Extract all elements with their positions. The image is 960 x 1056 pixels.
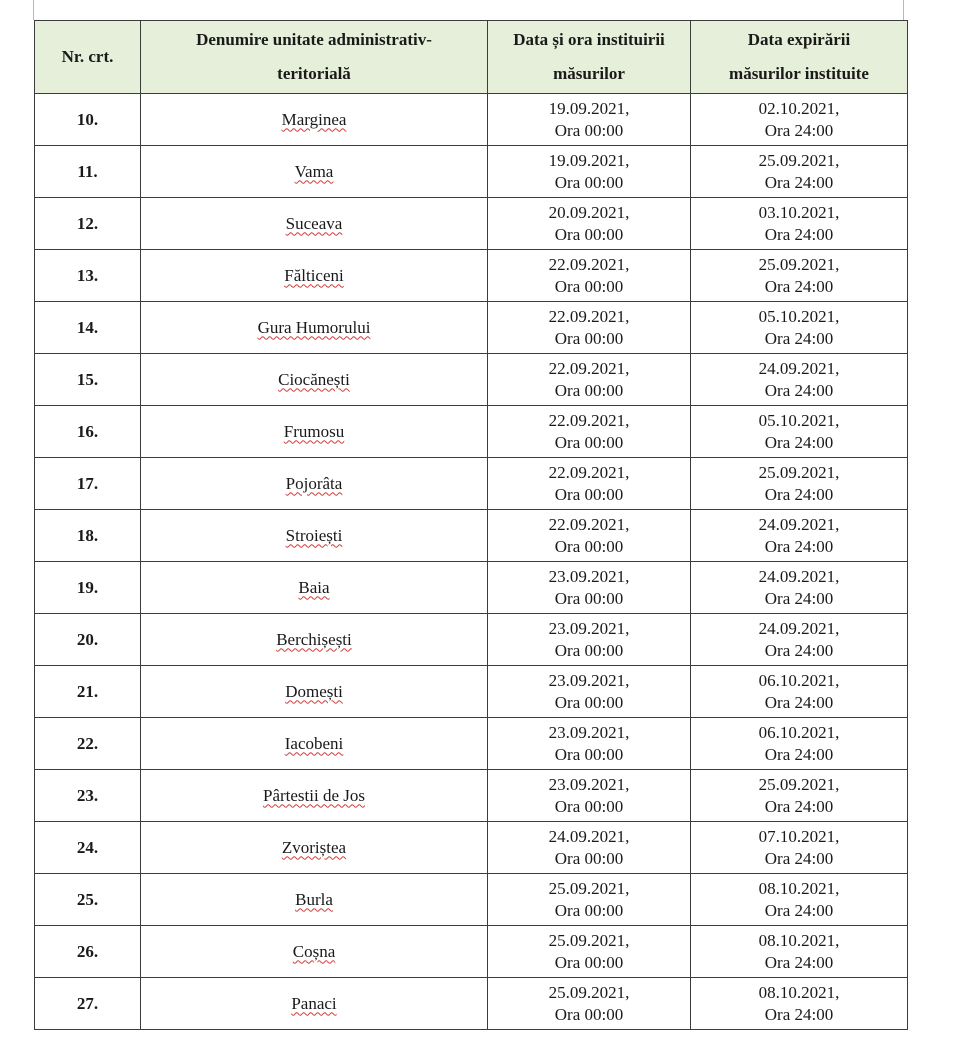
start-time: Ora 00:00 — [554, 900, 624, 920]
header-start — [488, 21, 691, 94]
row-number — [35, 666, 141, 718]
header-end-line1: Data expirării — [747, 30, 851, 49]
start-cell — [488, 562, 691, 614]
table-row — [35, 406, 908, 458]
row-number-text: 24. — [76, 837, 99, 857]
row-number — [35, 718, 141, 770]
start-date: 25.09.2021, — [548, 930, 630, 950]
row-number-text: 13. — [76, 265, 99, 285]
row-number-text: 19. — [76, 577, 99, 597]
start-cell — [488, 926, 691, 978]
page-margin-left — [33, 0, 34, 20]
row-number — [35, 302, 141, 354]
table-header — [35, 21, 908, 94]
end-date: 06.10.2021, — [758, 670, 840, 690]
unit-name-cell — [141, 406, 488, 458]
header-unit-name-line2: teritorială — [277, 64, 351, 83]
page-margin-right — [903, 0, 904, 20]
start-cell — [488, 94, 691, 146]
row-number-text: 23. — [76, 785, 99, 805]
start-date: 22.09.2021, — [548, 254, 630, 274]
unit-name-cell — [141, 94, 488, 146]
end-date: 25.09.2021, — [758, 150, 840, 170]
row-number — [35, 614, 141, 666]
start-date: 19.09.2021, — [548, 98, 630, 118]
unit-name: Burla — [295, 889, 333, 909]
start-cell — [488, 302, 691, 354]
table-body — [35, 94, 908, 1030]
header-unit-name-line1: Denumire unitate administrativ- — [196, 30, 432, 49]
end-time: Ora 24:00 — [764, 432, 834, 452]
end-date: 07.10.2021, — [758, 826, 840, 846]
table-row — [35, 146, 908, 198]
row-number — [35, 510, 141, 562]
start-cell — [488, 250, 691, 302]
unit-name: Suceava — [285, 213, 343, 233]
end-cell — [691, 250, 908, 302]
header-end — [691, 21, 908, 94]
row-number-text: 27. — [76, 993, 99, 1013]
table-row — [35, 978, 908, 1030]
start-time: Ora 00:00 — [554, 224, 624, 244]
start-time: Ora 00:00 — [554, 848, 624, 868]
unit-name: Iacobeni — [284, 733, 344, 753]
start-cell — [488, 978, 691, 1030]
end-date: 24.09.2021, — [758, 514, 840, 534]
end-time: Ora 24:00 — [764, 120, 834, 140]
start-cell — [488, 354, 691, 406]
table-row — [35, 510, 908, 562]
start-cell — [488, 458, 691, 510]
row-number — [35, 770, 141, 822]
start-date: 23.09.2021, — [548, 774, 630, 794]
end-date: 02.10.2021, — [758, 98, 840, 118]
row-number-text: 10. — [76, 109, 99, 129]
end-date: 25.09.2021, — [758, 254, 840, 274]
start-time: Ora 00:00 — [554, 796, 624, 816]
end-cell — [691, 978, 908, 1030]
unit-name: Marginea — [281, 109, 347, 129]
end-time: Ora 24:00 — [764, 1004, 834, 1024]
unit-name: Panaci — [291, 993, 337, 1013]
unit-name: Berchișești — [276, 629, 352, 649]
end-time: Ora 24:00 — [764, 692, 834, 712]
end-cell — [691, 718, 908, 770]
end-cell — [691, 822, 908, 874]
unit-name: Coșna — [292, 941, 336, 961]
start-time: Ora 00:00 — [554, 1004, 624, 1024]
end-cell — [691, 666, 908, 718]
measures-table — [34, 20, 908, 1030]
row-number-text: 12. — [76, 213, 99, 233]
start-time: Ora 00:00 — [554, 380, 624, 400]
row-number — [35, 198, 141, 250]
table-row — [35, 874, 908, 926]
start-date: 22.09.2021, — [548, 306, 630, 326]
start-time: Ora 00:00 — [554, 120, 624, 140]
start-cell — [488, 822, 691, 874]
table-row — [35, 666, 908, 718]
start-cell — [488, 874, 691, 926]
table-row — [35, 94, 908, 146]
row-number — [35, 822, 141, 874]
unit-name-cell — [141, 874, 488, 926]
row-number-text: 11. — [77, 161, 98, 181]
header-unit-name — [141, 21, 488, 94]
unit-name-cell — [141, 458, 488, 510]
end-date: 03.10.2021, — [758, 202, 840, 222]
end-time: Ora 24:00 — [764, 276, 834, 296]
start-date: 22.09.2021, — [548, 462, 630, 482]
table-row — [35, 458, 908, 510]
end-time: Ora 24:00 — [764, 328, 834, 348]
start-date: 25.09.2021, — [548, 878, 630, 898]
table-row — [35, 354, 908, 406]
end-time: Ora 24:00 — [764, 588, 834, 608]
start-time: Ora 00:00 — [554, 588, 624, 608]
header-end-line2: măsurilor instituite — [729, 64, 869, 83]
row-number-text: 16. — [76, 421, 99, 441]
unit-name: Stroiești — [285, 525, 343, 545]
row-number — [35, 874, 141, 926]
end-time: Ora 24:00 — [764, 952, 834, 972]
table-row — [35, 926, 908, 978]
row-number-text: 17. — [76, 473, 99, 493]
start-time: Ora 00:00 — [554, 952, 624, 972]
end-date: 05.10.2021, — [758, 410, 840, 430]
unit-name-cell — [141, 354, 488, 406]
start-date: 23.09.2021, — [548, 670, 630, 690]
end-date: 08.10.2021, — [758, 930, 840, 950]
start-time: Ora 00:00 — [554, 328, 624, 348]
unit-name-cell — [141, 926, 488, 978]
header-start-line1: Data și ora instituirii — [513, 30, 665, 49]
end-time: Ora 24:00 — [764, 848, 834, 868]
unit-name: Pârtestii de Jos — [263, 785, 365, 805]
start-cell — [488, 198, 691, 250]
unit-name-cell — [141, 562, 488, 614]
end-time: Ora 24:00 — [764, 536, 834, 556]
table-row — [35, 198, 908, 250]
unit-name: Gura Humorului — [257, 317, 371, 337]
end-time: Ora 24:00 — [764, 172, 834, 192]
start-cell — [488, 770, 691, 822]
row-number-text: 15. — [76, 369, 99, 389]
start-date: 22.09.2021, — [548, 410, 630, 430]
start-time: Ora 00:00 — [554, 744, 624, 764]
start-date: 24.09.2021, — [548, 826, 630, 846]
start-time: Ora 00:00 — [554, 536, 624, 556]
row-number-text: 18. — [76, 525, 99, 545]
end-cell — [691, 94, 908, 146]
end-date: 24.09.2021, — [758, 358, 840, 378]
end-cell — [691, 562, 908, 614]
table-row — [35, 250, 908, 302]
row-number — [35, 250, 141, 302]
row-number — [35, 978, 141, 1030]
row-number-text: 21. — [76, 681, 99, 701]
end-time: Ora 24:00 — [764, 796, 834, 816]
unit-name-cell — [141, 250, 488, 302]
header-start-line2: măsurilor — [553, 64, 625, 83]
end-date: 24.09.2021, — [758, 618, 840, 638]
end-cell — [691, 302, 908, 354]
table-row — [35, 718, 908, 770]
end-date: 05.10.2021, — [758, 306, 840, 326]
start-date: 23.09.2021, — [548, 618, 630, 638]
table-row — [35, 770, 908, 822]
header-nr-label: Nr. crt. — [61, 47, 114, 66]
row-number — [35, 354, 141, 406]
row-number — [35, 926, 141, 978]
row-number — [35, 406, 141, 458]
unit-name-cell — [141, 198, 488, 250]
unit-name-cell — [141, 666, 488, 718]
start-time: Ora 00:00 — [554, 484, 624, 504]
end-time: Ora 24:00 — [764, 380, 834, 400]
unit-name-cell — [141, 770, 488, 822]
unit-name: Baia — [298, 577, 330, 597]
start-date: 23.09.2021, — [548, 722, 630, 742]
unit-name-cell — [141, 146, 488, 198]
start-cell — [488, 718, 691, 770]
unit-name: Domești — [285, 681, 343, 701]
unit-name: Frumosu — [283, 421, 345, 441]
table-row — [35, 302, 908, 354]
table-row — [35, 614, 908, 666]
start-time: Ora 00:00 — [554, 432, 624, 452]
start-time: Ora 00:00 — [554, 692, 624, 712]
end-date: 25.09.2021, — [758, 774, 840, 794]
unit-name-cell — [141, 822, 488, 874]
end-cell — [691, 354, 908, 406]
end-time: Ora 24:00 — [764, 484, 834, 504]
end-date: 25.09.2021, — [758, 462, 840, 482]
end-date: 08.10.2021, — [758, 982, 840, 1002]
unit-name: Pojorâta — [285, 473, 343, 493]
row-number — [35, 458, 141, 510]
start-date: 22.09.2021, — [548, 514, 630, 534]
end-cell — [691, 458, 908, 510]
end-date: 08.10.2021, — [758, 878, 840, 898]
end-cell — [691, 614, 908, 666]
unit-name: Fălticeni — [284, 265, 344, 285]
end-cell — [691, 874, 908, 926]
end-cell — [691, 198, 908, 250]
row-number-text: 20. — [76, 629, 99, 649]
unit-name: Zvoriștea — [281, 837, 347, 857]
start-time: Ora 00:00 — [554, 276, 624, 296]
row-number — [35, 562, 141, 614]
start-date: 25.09.2021, — [548, 982, 630, 1002]
end-cell — [691, 926, 908, 978]
start-date: 19.09.2021, — [548, 150, 630, 170]
end-cell — [691, 406, 908, 458]
unit-name-cell — [141, 302, 488, 354]
table-row — [35, 822, 908, 874]
row-number — [35, 146, 141, 198]
unit-name-cell — [141, 718, 488, 770]
unit-name-cell — [141, 510, 488, 562]
row-number — [35, 94, 141, 146]
end-date: 06.10.2021, — [758, 722, 840, 742]
end-cell — [691, 146, 908, 198]
row-number-text: 14. — [76, 317, 99, 337]
start-cell — [488, 666, 691, 718]
end-date: 24.09.2021, — [758, 566, 840, 586]
row-number-text: 26. — [76, 941, 99, 961]
start-date: 23.09.2021, — [548, 566, 630, 586]
end-cell — [691, 510, 908, 562]
end-time: Ora 24:00 — [764, 224, 834, 244]
table-row — [35, 562, 908, 614]
end-time: Ora 24:00 — [764, 744, 834, 764]
unit-name-cell — [141, 978, 488, 1030]
start-time: Ora 00:00 — [554, 172, 624, 192]
start-time: Ora 00:00 — [554, 640, 624, 660]
unit-name: Ciocănești — [278, 369, 350, 389]
start-cell — [488, 510, 691, 562]
header-nr — [35, 21, 141, 94]
start-cell — [488, 406, 691, 458]
start-date: 22.09.2021, — [548, 358, 630, 378]
end-cell — [691, 770, 908, 822]
row-number-text: 22. — [76, 733, 99, 753]
start-cell — [488, 614, 691, 666]
row-number-text: 25. — [76, 889, 99, 909]
end-time: Ora 24:00 — [764, 640, 834, 660]
header-row — [35, 21, 908, 94]
unit-name: Vama — [294, 161, 334, 181]
start-cell — [488, 146, 691, 198]
unit-name-cell — [141, 614, 488, 666]
end-time: Ora 24:00 — [764, 900, 834, 920]
start-date: 20.09.2021, — [548, 202, 630, 222]
